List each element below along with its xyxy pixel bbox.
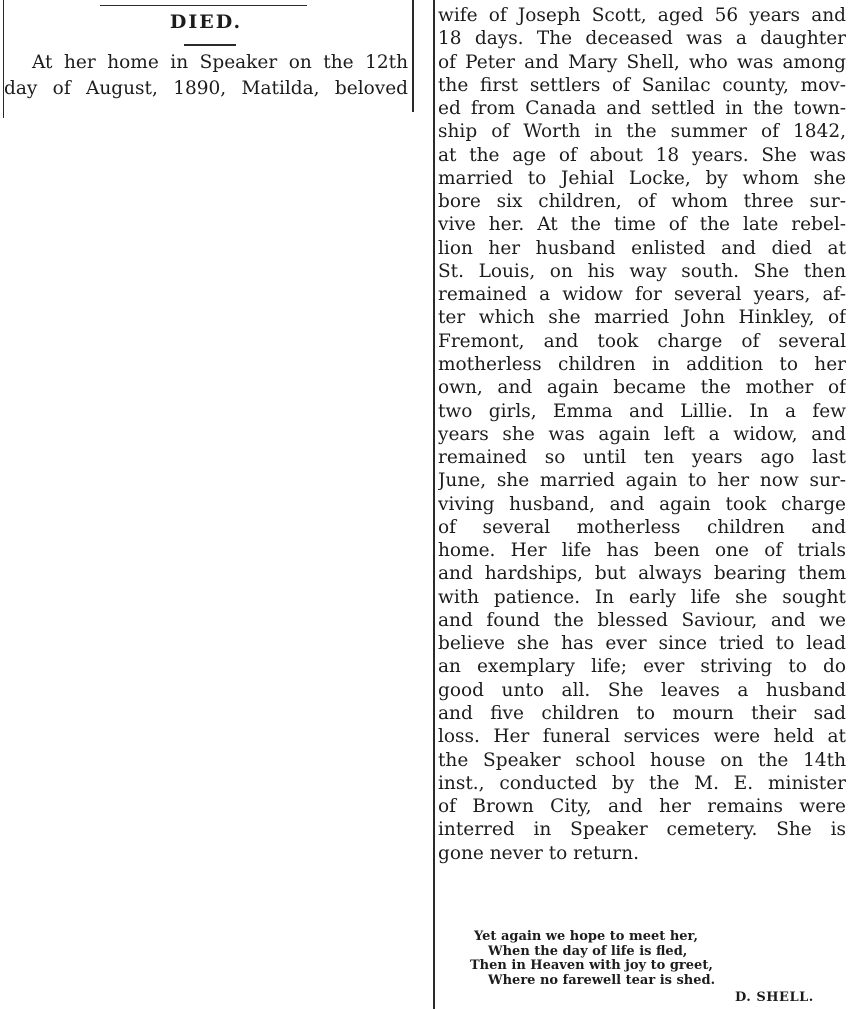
text-line: motherless children in addition to her [438,353,846,375]
left-column-end-rule [412,0,414,112]
text-line: of Peter and Mary Shell, who was among [438,51,846,73]
text-line: bore six children, of whom three sur- [438,191,846,213]
text-line: believe she has ever since tried to lead [438,633,846,655]
text-line: the Speaker school house on the 14th [438,749,846,771]
text-line: remained a widow for several years, af- [438,284,846,306]
text-line: an exemplary life; ever striving to do [438,656,846,678]
text-line: married to Jehial Locke, by whom she [438,167,846,189]
text-line: 18 days. The deceased was a daughter [438,28,846,50]
column-divider-rule [433,0,435,1009]
memorial-verse [470,930,790,988]
section-heading: DIED. [169,11,243,33]
text-line: lion her husband enlisted and died at [438,237,846,259]
verse-line: Where no farewell tear is shed. [488,973,716,988]
text-line: the first settlers of Sanilac county, mov- [438,74,846,96]
verse-line: Yet again we hope to meet her, [474,930,698,944]
text-line: vive her. At the time of the late rebel- [438,214,846,236]
text-line: own, and again became the mother of [438,377,846,399]
verse-line: When the day of life is fled, [488,944,688,959]
text-line: of several motherless children and [438,516,846,538]
heading-underline [184,44,236,46]
text-line: and hardships, but always bearing them [438,563,846,585]
text-line: remained so until ten years ago last [438,447,846,469]
text-line: years she was again left a widow, and [438,423,846,445]
text-line: At her home in Speaker on the 12th [32,52,408,73]
text-line: of Brown City, and her remains were [438,796,846,818]
text-line: viving husband, and again took charge [438,493,846,515]
text-line: and found the blessed Saviour, and we [438,609,846,631]
text-line: ship of Worth in the summer of 1842, [438,121,846,143]
text-line: at the age of about 18 years. She was [438,144,846,166]
text-line: inst., conducted by the M. E. minister [438,772,846,794]
obituary-opening [4,50,408,102]
text-line: gone never to return. [438,842,639,864]
text-line: and five children to mourn their sad [438,702,846,724]
text-line: with patience. In early life she sought [438,586,846,608]
text-line: ter which she married John Hinkley, of [438,307,846,329]
text-line: interred in Speaker cemetery. She is [438,819,846,841]
text-line: two girls, Emma and Lillie. In a few [438,400,846,422]
text-line: good unto all. She leaves a husband [438,679,846,701]
column-top-rule [100,5,307,6]
text-line: ed from Canada and settled in the town- [438,98,846,120]
text-line: wife of Joseph Scott, aged 56 years and [438,5,846,26]
verse-line: Then in Heaven with joy to greet, [470,959,713,973]
text-line: home. Her life has been one of trials [438,540,846,562]
text-line: loss. Her funeral services were held at [438,726,846,748]
text-line: June, she married again to her now sur- [438,470,846,492]
obituary-body [438,4,846,865]
text-line: day of August, 1890, Matilda, beloved [4,78,408,99]
author-signature: D. SHELL. [735,990,814,1005]
text-line: St. Louis, on his way south. She then [438,260,846,282]
text-line: Fremont, and took charge of several [438,330,846,352]
